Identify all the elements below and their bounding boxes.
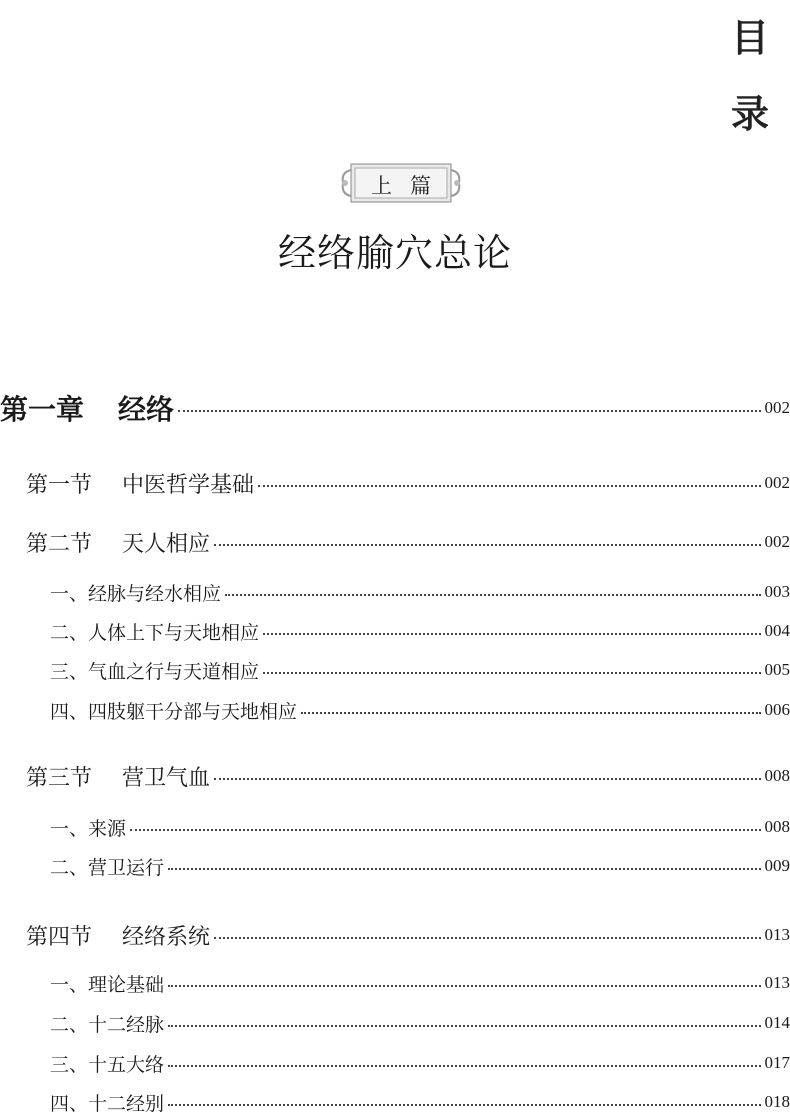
dot-leader bbox=[168, 1065, 760, 1067]
page-number: 008 bbox=[764, 817, 790, 836]
page-number: 004 bbox=[764, 621, 790, 640]
item-title: 四、十二经别 bbox=[50, 1092, 165, 1115]
dot-leader bbox=[130, 829, 760, 831]
dot-leader bbox=[301, 712, 760, 714]
dot-leader bbox=[263, 633, 760, 635]
dot-leader bbox=[214, 544, 760, 546]
chapter-number: 第一章 bbox=[0, 393, 85, 426]
page-number: 006 bbox=[764, 700, 790, 719]
toc-entry-label bbox=[0, 388, 174, 428]
toc-section-1[interactable] bbox=[0, 466, 790, 500]
page-number: 005 bbox=[764, 660, 790, 679]
toc-section-4[interactable] bbox=[0, 918, 790, 952]
item-title: 三、气血之行与天道相应 bbox=[50, 660, 260, 683]
section-number: 第一节 bbox=[26, 472, 93, 498]
page-number: 002 bbox=[764, 398, 790, 417]
toc-item[interactable] bbox=[0, 614, 790, 648]
section-title: 营卫气血 bbox=[122, 765, 211, 791]
toc-entry-label bbox=[26, 920, 210, 951]
chapter-title: 经络 bbox=[118, 393, 175, 426]
toc-item[interactable] bbox=[0, 966, 790, 1000]
toc-item[interactable] bbox=[0, 693, 790, 727]
dot-leader bbox=[214, 937, 760, 939]
page-number: 002 bbox=[764, 473, 790, 492]
dot-leader bbox=[168, 985, 760, 987]
item-title: 二、人体上下与天地相应 bbox=[50, 621, 260, 644]
section-title: 天人相应 bbox=[122, 531, 211, 557]
page-number: 014 bbox=[764, 1013, 790, 1032]
dot-leader bbox=[168, 1104, 760, 1106]
toc-item[interactable] bbox=[0, 575, 790, 609]
toc-item[interactable] bbox=[0, 849, 790, 883]
item-title: 一、经脉与经水相应 bbox=[50, 582, 222, 605]
item-title: 四、四肢躯干分部与天地相应 bbox=[50, 700, 298, 723]
page-number: 018 bbox=[764, 1092, 790, 1111]
toc-section-3[interactable] bbox=[0, 759, 790, 793]
toc-entry-label bbox=[26, 527, 210, 558]
toc-chapter-1[interactable] bbox=[0, 391, 790, 425]
toc-section-2[interactable] bbox=[0, 525, 790, 559]
section-number: 第三节 bbox=[26, 765, 93, 791]
toc-entry-label bbox=[26, 468, 254, 499]
item-title: 一、理论基础 bbox=[50, 973, 165, 996]
section-number: 第四节 bbox=[26, 924, 93, 950]
page-number: 013 bbox=[764, 973, 790, 992]
dot-leader bbox=[263, 672, 760, 674]
dot-leader bbox=[178, 410, 760, 412]
item-title: 二、营卫运行 bbox=[50, 856, 165, 879]
dot-leader bbox=[168, 1025, 760, 1027]
item-title: 一、来源 bbox=[50, 817, 127, 840]
part-title: 经络腧穴总论 bbox=[277, 231, 512, 275]
header-char-1: 目 bbox=[730, 15, 769, 60]
section-number: 第二节 bbox=[26, 531, 93, 557]
header-char-2: 录 bbox=[730, 91, 769, 136]
item-title: 三、十五大络 bbox=[50, 1053, 165, 1076]
dot-leader bbox=[225, 594, 760, 596]
section-title: 中医哲学基础 bbox=[122, 472, 255, 498]
page-number: 003 bbox=[764, 582, 790, 601]
page-number: 017 bbox=[764, 1053, 790, 1072]
part-badge-label: 上篇 bbox=[371, 174, 449, 198]
item-title: 二、十二经脉 bbox=[50, 1013, 165, 1036]
toc-item[interactable] bbox=[0, 1085, 790, 1119]
page-number: 002 bbox=[764, 532, 790, 551]
dot-leader bbox=[168, 868, 760, 870]
dot-leader bbox=[214, 778, 760, 780]
page-number: 009 bbox=[764, 856, 790, 875]
toc-item[interactable] bbox=[0, 1006, 790, 1040]
section-title: 经络系统 bbox=[122, 924, 211, 950]
page-number: 008 bbox=[764, 766, 790, 785]
toc-item[interactable] bbox=[0, 653, 790, 687]
toc-entry-label bbox=[26, 761, 210, 792]
dot-leader bbox=[258, 485, 760, 487]
toc-item[interactable] bbox=[0, 810, 790, 844]
toc-item[interactable] bbox=[0, 1046, 790, 1080]
page-number: 013 bbox=[764, 925, 790, 944]
